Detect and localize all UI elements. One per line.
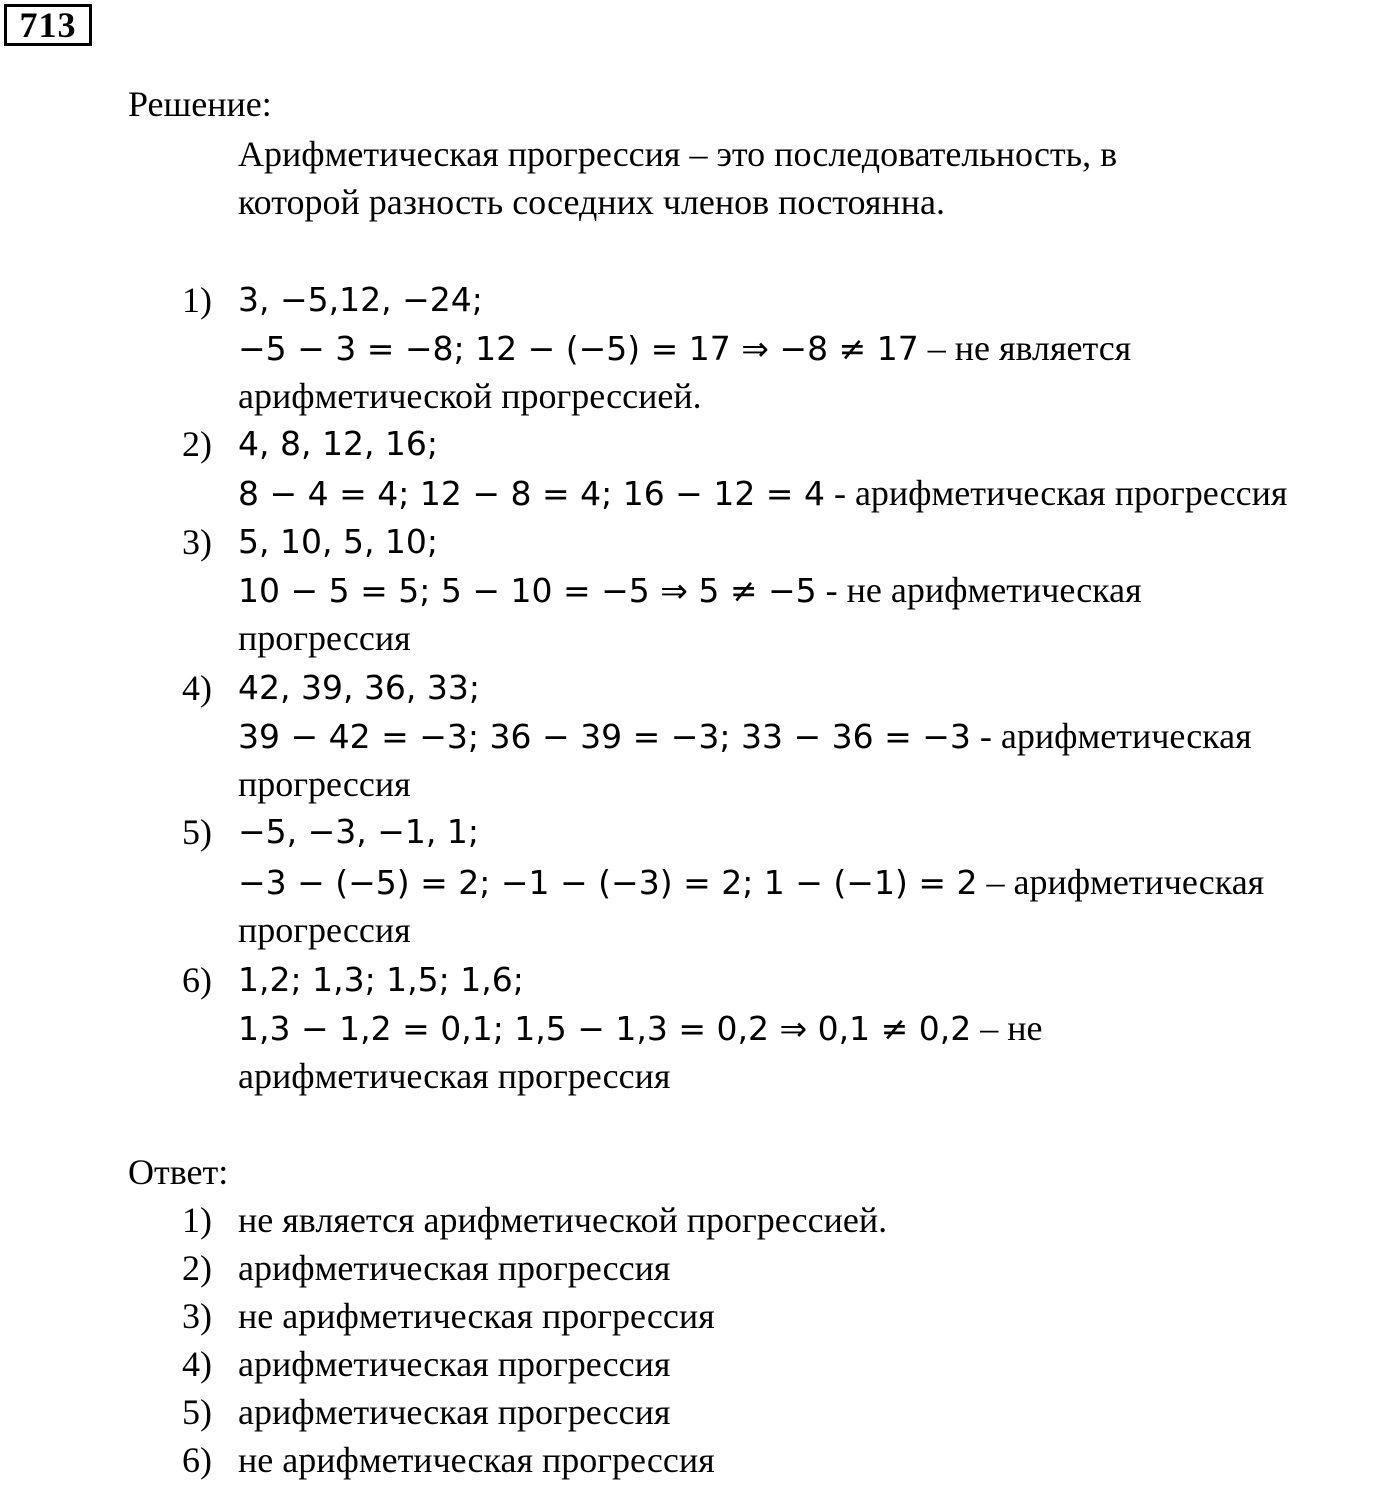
item-2-calculation: 8 − 4 = 4; 12 − 8 = 4; 16 − 12 = 4 bbox=[238, 474, 825, 513]
item-6-continuation: арифметическая прогрессия bbox=[238, 1056, 671, 1096]
definition-line-1: Арифметическая прогрессия – это последовательность, в bbox=[238, 134, 1118, 174]
item-5-sequence: −5, −3, −1, 1; bbox=[238, 812, 479, 851]
item-1-conclusion: – не является bbox=[918, 328, 1132, 368]
item-3-conclusion: - не арифметическая bbox=[816, 570, 1142, 610]
problem-number: 713 bbox=[4, 4, 92, 46]
answer-1-number: 1) bbox=[182, 1200, 212, 1240]
item-5-calculation-line bbox=[238, 858, 1264, 907]
item-1-sequence: 3, −5,12, −24; bbox=[238, 280, 483, 319]
answer-label: Ответ: bbox=[128, 1152, 229, 1192]
item-2-conclusion: - арифметическая прогрессия bbox=[824, 473, 1288, 513]
answer-3-text: не арифметическая прогрессия bbox=[238, 1296, 715, 1336]
item-4-calculation-line bbox=[238, 712, 1252, 761]
item-6-number: 6) bbox=[182, 960, 212, 1000]
item-2-number: 2) bbox=[182, 424, 212, 464]
item-5-calculation: −3 − (−5) = 2; −1 − (−3) = 2; 1 − (−1) = 2 bbox=[238, 863, 978, 902]
item-6-conclusion: – не bbox=[971, 1008, 1043, 1048]
answer-2-number: 2) bbox=[182, 1248, 212, 1288]
answer-5-number: 5) bbox=[182, 1392, 212, 1432]
answer-4-text: арифметическая прогрессия bbox=[238, 1344, 671, 1384]
answer-2-text: арифметическая прогрессия bbox=[238, 1248, 671, 1288]
item-4-calculation: 39 − 42 = −3; 36 − 39 = −3; 33 − 36 = −3 bbox=[238, 717, 971, 756]
item-2-sequence: 4, 8, 12, 16; bbox=[238, 424, 439, 463]
item-1-number: 1) bbox=[182, 280, 212, 320]
solution-label: Решение: bbox=[128, 84, 272, 124]
answer-5-text: арифметическая прогрессия bbox=[238, 1392, 671, 1432]
item-5-continuation: прогрессия bbox=[238, 910, 411, 950]
answer-6-number: 6) bbox=[182, 1440, 212, 1480]
item-5-number: 5) bbox=[182, 812, 212, 852]
item-3-number: 3) bbox=[182, 522, 212, 562]
item-3-continuation: прогрессия bbox=[238, 618, 411, 658]
item-4-conclusion: - арифметическая bbox=[970, 716, 1252, 756]
item-5-conclusion: – арифметическая bbox=[977, 862, 1265, 902]
item-3-sequence: 5, 10, 5, 10; bbox=[238, 522, 439, 561]
answer-3-number: 3) bbox=[182, 1296, 212, 1336]
item-1-calculation: −5 − 3 = −8; 12 − (−5) = 17 ⇒ −8 ≠ 17 bbox=[238, 329, 919, 368]
answer-1-text: не является арифметической прогрессией. bbox=[238, 1200, 888, 1240]
item-3-calculation-line bbox=[238, 566, 1142, 615]
answer-6-text: не арифметическая прогрессия bbox=[238, 1440, 715, 1480]
item-6-calculation: 1,3 − 1,2 = 0,1; 1,5 − 1,3 = 0,2 ⇒ 0,1 ≠ 0,2 bbox=[238, 1009, 972, 1048]
item-4-sequence: 42, 39, 36, 33; bbox=[238, 668, 481, 707]
item-1-calculation-line bbox=[238, 324, 1131, 373]
item-1-continuation: арифметической прогрессией. bbox=[238, 376, 702, 416]
definition-line-2: которой разность соседних членов постоянна. bbox=[238, 182, 945, 222]
item-3-calculation: 10 − 5 = 5; 5 − 10 = −5 ⇒ 5 ≠ −5 bbox=[238, 571, 817, 610]
item-6-calculation-line bbox=[238, 1004, 1043, 1053]
item-6-sequence: 1,2; 1,3; 1,5; 1,6; bbox=[238, 960, 524, 999]
item-4-number: 4) bbox=[182, 668, 212, 708]
answer-4-number: 4) bbox=[182, 1344, 212, 1384]
item-4-continuation: прогрессия bbox=[238, 764, 411, 804]
item-2-calculation-line bbox=[238, 469, 1287, 518]
